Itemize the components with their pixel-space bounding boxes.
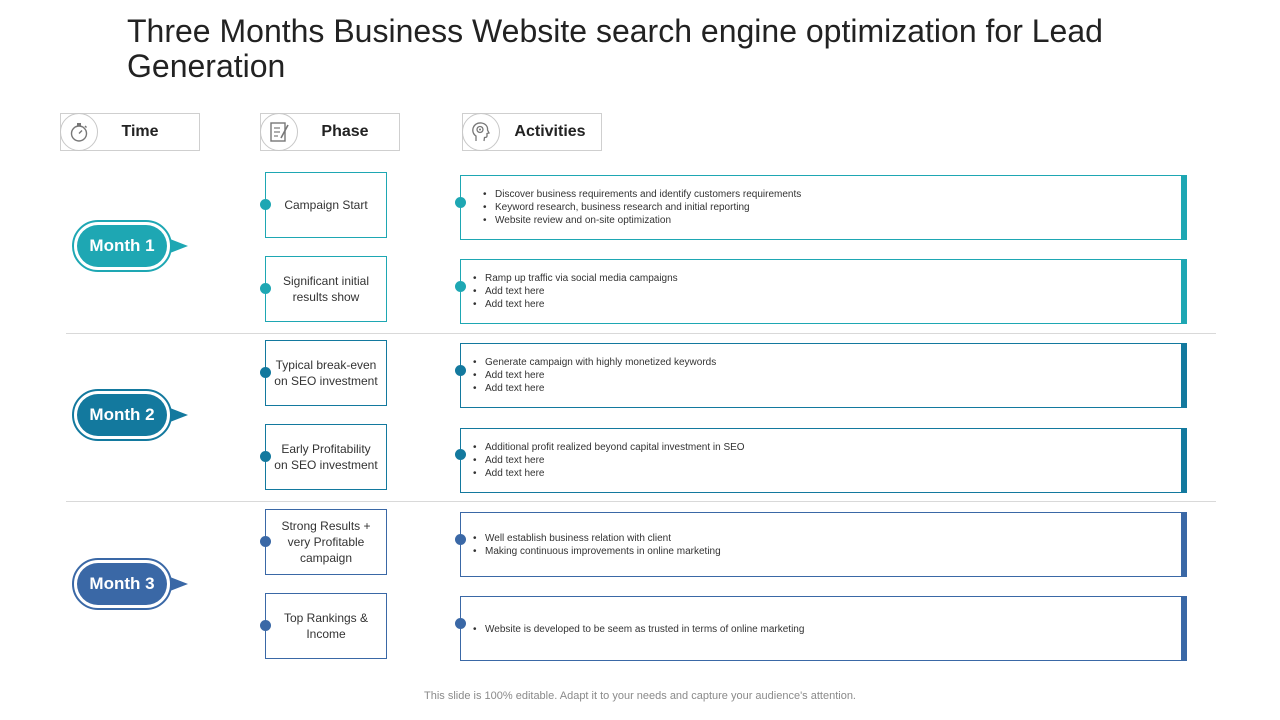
activities-list bbox=[461, 356, 716, 395]
activity-item: • Add text here bbox=[485, 382, 716, 395]
footer-note: This slide is 100% editable. Adapt it to your needs and capture your audience's attention. bbox=[424, 690, 856, 702]
header-time-label: Time bbox=[121, 123, 159, 140]
month-1-arrow bbox=[170, 239, 188, 253]
activity-item: • Generate campaign with highly monetized keywords bbox=[485, 356, 716, 369]
activity-item: • Ramp up traffic via social media campaigns bbox=[485, 272, 678, 285]
activity-item: • Add text here bbox=[485, 285, 678, 298]
activities-list bbox=[471, 188, 801, 227]
row-divider bbox=[66, 333, 1216, 334]
activities-box bbox=[460, 259, 1187, 324]
activity-dot bbox=[455, 281, 466, 292]
head-gears-icon bbox=[462, 113, 500, 151]
month-3-badge bbox=[72, 558, 172, 610]
activity-dot bbox=[455, 534, 466, 545]
activity-item: • Discover business requirements and identify customers requirements bbox=[495, 188, 801, 201]
phase-box: Strong Results + very Profitable campaign bbox=[265, 509, 387, 575]
activity-item: • Making continuous improvements in online marketing bbox=[485, 545, 721, 558]
activity-dot bbox=[455, 365, 466, 376]
month-3-label: Month 3 bbox=[77, 563, 167, 605]
activity-item: • Keyword research, business research and initial reporting bbox=[495, 201, 801, 214]
phase-box: Campaign Start bbox=[265, 172, 387, 238]
activity-item: • Well establish business relation with client bbox=[485, 532, 721, 545]
activities-list bbox=[461, 272, 678, 311]
phase-dot bbox=[260, 367, 271, 378]
activity-item: • Add text here bbox=[485, 369, 716, 382]
phase-box: Top Rankings & Income bbox=[265, 593, 387, 659]
phase-dot bbox=[260, 283, 271, 294]
activities-list bbox=[461, 532, 721, 558]
activity-item: • Website is developed to be seem as trusted in terms of online marketing bbox=[485, 623, 804, 636]
activity-item: • Add text here bbox=[485, 454, 745, 467]
month-2-label: Month 2 bbox=[77, 394, 167, 436]
phase-dot bbox=[260, 536, 271, 547]
activities-box bbox=[460, 343, 1187, 408]
header-activities-label: Activities bbox=[514, 123, 586, 140]
activity-dot bbox=[455, 618, 466, 629]
month-3-arrow bbox=[170, 577, 188, 591]
header-phase-label: Phase bbox=[321, 123, 369, 140]
phase-box: Significant initial results show bbox=[265, 256, 387, 322]
month-2-arrow bbox=[170, 408, 188, 422]
month-1-label: Month 1 bbox=[77, 225, 167, 267]
activities-box bbox=[460, 175, 1187, 240]
phase-box: Early Profitability on SEO investment bbox=[265, 424, 387, 490]
phase-dot bbox=[260, 620, 271, 631]
activity-dot bbox=[455, 197, 466, 208]
month-1-badge bbox=[72, 220, 172, 272]
activities-box bbox=[460, 428, 1187, 493]
month-2-badge bbox=[72, 389, 172, 441]
activities-list bbox=[461, 441, 745, 480]
stopwatch-icon bbox=[60, 113, 98, 151]
activities-list bbox=[461, 623, 804, 636]
phase-box: Typical break-even on SEO investment bbox=[265, 340, 387, 406]
phase-dot bbox=[260, 199, 271, 210]
activity-item: • Additional profit realized beyond capital investment in SEO bbox=[485, 441, 745, 454]
row-divider bbox=[66, 501, 1216, 502]
slide-title: Three Months Business Website search engine optimization for Lead Generation bbox=[127, 13, 1103, 84]
activity-item: • Website review and on-site optimization bbox=[495, 214, 801, 227]
activities-box bbox=[460, 512, 1187, 577]
checklist-icon bbox=[260, 113, 298, 151]
activities-box bbox=[460, 596, 1187, 661]
activity-dot bbox=[455, 449, 466, 460]
phase-dot bbox=[260, 451, 271, 462]
activity-item: • Add text here bbox=[485, 298, 678, 311]
activity-item: • Add text here bbox=[485, 467, 745, 480]
